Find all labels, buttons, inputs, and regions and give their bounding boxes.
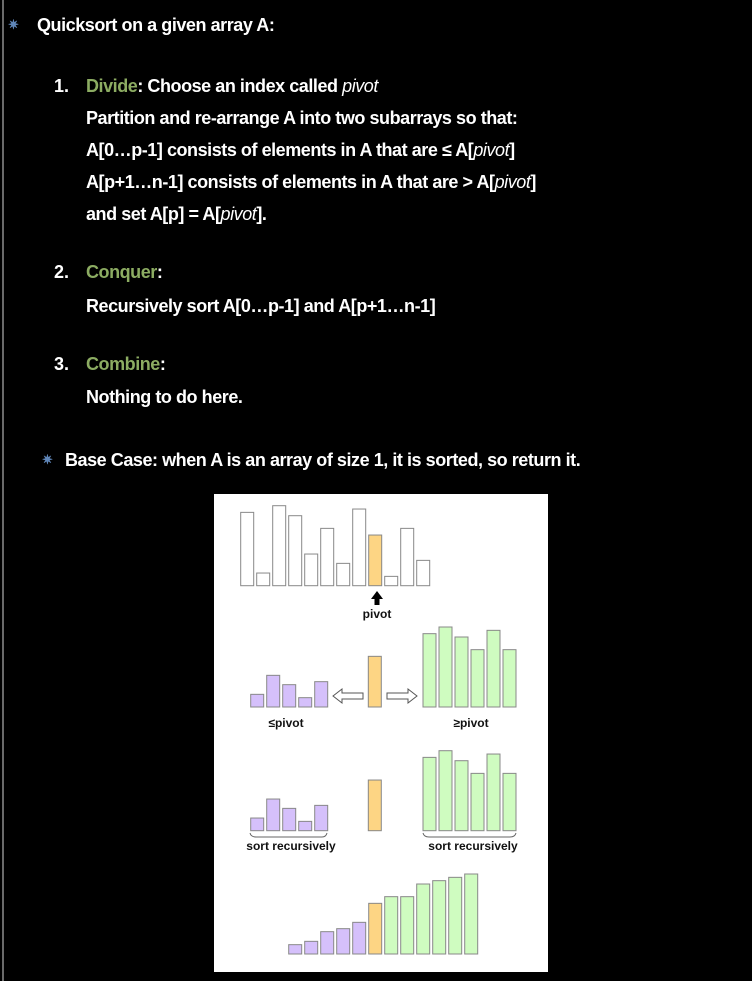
le-pivot-label: ≤pivot xyxy=(268,716,304,730)
divide-line: Partition and re-arrange A into two subarrays so that: xyxy=(86,108,518,128)
greater-bar xyxy=(423,634,436,707)
sorted-greater-bar xyxy=(401,897,414,954)
greater-bar xyxy=(471,773,484,830)
greater-bar xyxy=(455,637,468,707)
pivot-bar xyxy=(368,780,381,831)
unsorted-bar xyxy=(273,506,286,586)
step-italic: pivot xyxy=(342,76,378,96)
step-conquer: Conquer: xyxy=(86,262,163,282)
pivot-bar xyxy=(368,656,381,707)
sorted-greater-bar xyxy=(449,877,462,954)
unsorted-bar xyxy=(417,560,430,585)
unsorted-bar xyxy=(401,528,414,585)
sorted-pivot-bar xyxy=(369,903,382,954)
right-brace xyxy=(423,833,516,837)
greater-bar xyxy=(487,630,500,707)
unsorted-bar xyxy=(337,563,350,585)
unsorted-bar xyxy=(241,512,254,585)
sorted-less-bar xyxy=(305,941,318,954)
step-name: Combine xyxy=(86,354,160,374)
divide-line: and set A[p] = A[pivot]. xyxy=(86,204,267,224)
combine-line: Nothing to do here. xyxy=(86,387,243,407)
step-divide xyxy=(86,75,378,97)
step-name: Divide xyxy=(86,76,138,96)
pivot-bar xyxy=(369,535,382,586)
greater-bar xyxy=(439,627,452,707)
ge-pivot-label: ≥pivot xyxy=(453,716,489,730)
less-bar xyxy=(267,799,280,831)
less-bar xyxy=(251,694,264,707)
left-arrow-icon xyxy=(333,689,363,703)
less-bar xyxy=(315,805,328,830)
divide-line: A[0…p-1] consists of elements in A that are ≤ A[pivot] xyxy=(86,140,515,160)
diagram-svg xyxy=(214,494,548,972)
unsorted-bar xyxy=(353,509,366,586)
sorted-less-bar xyxy=(337,929,350,954)
greater-bar xyxy=(487,754,500,831)
pivot-label: pivot xyxy=(362,607,392,621)
unsorted-bar xyxy=(321,528,334,585)
less-bar xyxy=(283,808,296,830)
sorted-less-bar xyxy=(289,945,302,954)
quicksort-diagram xyxy=(214,494,548,972)
step-text: : Choose an index called xyxy=(137,76,343,96)
greater-bar xyxy=(503,773,516,830)
less-bar xyxy=(299,698,312,707)
step-number: 1. xyxy=(54,76,70,96)
less-bar xyxy=(283,685,296,707)
step-name: Conquer xyxy=(86,262,157,282)
divide-line: A[p+1…n-1] consists of elements in A that are > A[pivot] xyxy=(86,172,536,192)
unsorted-bar xyxy=(257,573,270,586)
right-arrow-icon xyxy=(387,689,417,703)
sorted-greater-bar xyxy=(385,897,398,954)
sorted-less-bar xyxy=(321,932,334,954)
bullet-icon: ✷ xyxy=(42,452,53,467)
step-number: 3. xyxy=(54,354,70,374)
left-brace xyxy=(250,833,327,837)
slide-title: Quicksort on a given array A: xyxy=(37,15,275,35)
greater-bar xyxy=(471,650,484,707)
less-bar xyxy=(299,821,312,830)
step-combine: Combine: xyxy=(86,354,166,374)
sorted-less-bar xyxy=(353,922,366,954)
base-case: Base Case: when A is an array of size 1, it is sorted, so return it. xyxy=(65,450,581,470)
sorted-greater-bar xyxy=(417,884,430,954)
less-bar xyxy=(315,682,328,707)
greater-bar xyxy=(503,650,516,707)
sorted-greater-bar xyxy=(433,881,446,954)
unsorted-bar xyxy=(289,516,302,586)
less-bar xyxy=(267,675,280,707)
sort-recursively-left: sort recursively xyxy=(246,839,336,853)
conquer-line: Recursively sort A[0…p-1] and A[p+1…n-1] xyxy=(86,296,436,316)
greater-bar xyxy=(455,761,468,831)
less-bar xyxy=(251,818,264,831)
sorted-greater-bar xyxy=(465,874,478,954)
greater-bar xyxy=(439,751,452,831)
step-number: 2. xyxy=(54,262,70,282)
left-border xyxy=(2,0,4,981)
up-arrow-icon xyxy=(371,591,383,605)
unsorted-bar xyxy=(385,576,398,585)
sort-recursively-right: sort recursively xyxy=(428,839,518,853)
bullet-icon: ✷ xyxy=(8,17,19,32)
greater-bar xyxy=(423,757,436,830)
unsorted-bar xyxy=(305,554,318,586)
